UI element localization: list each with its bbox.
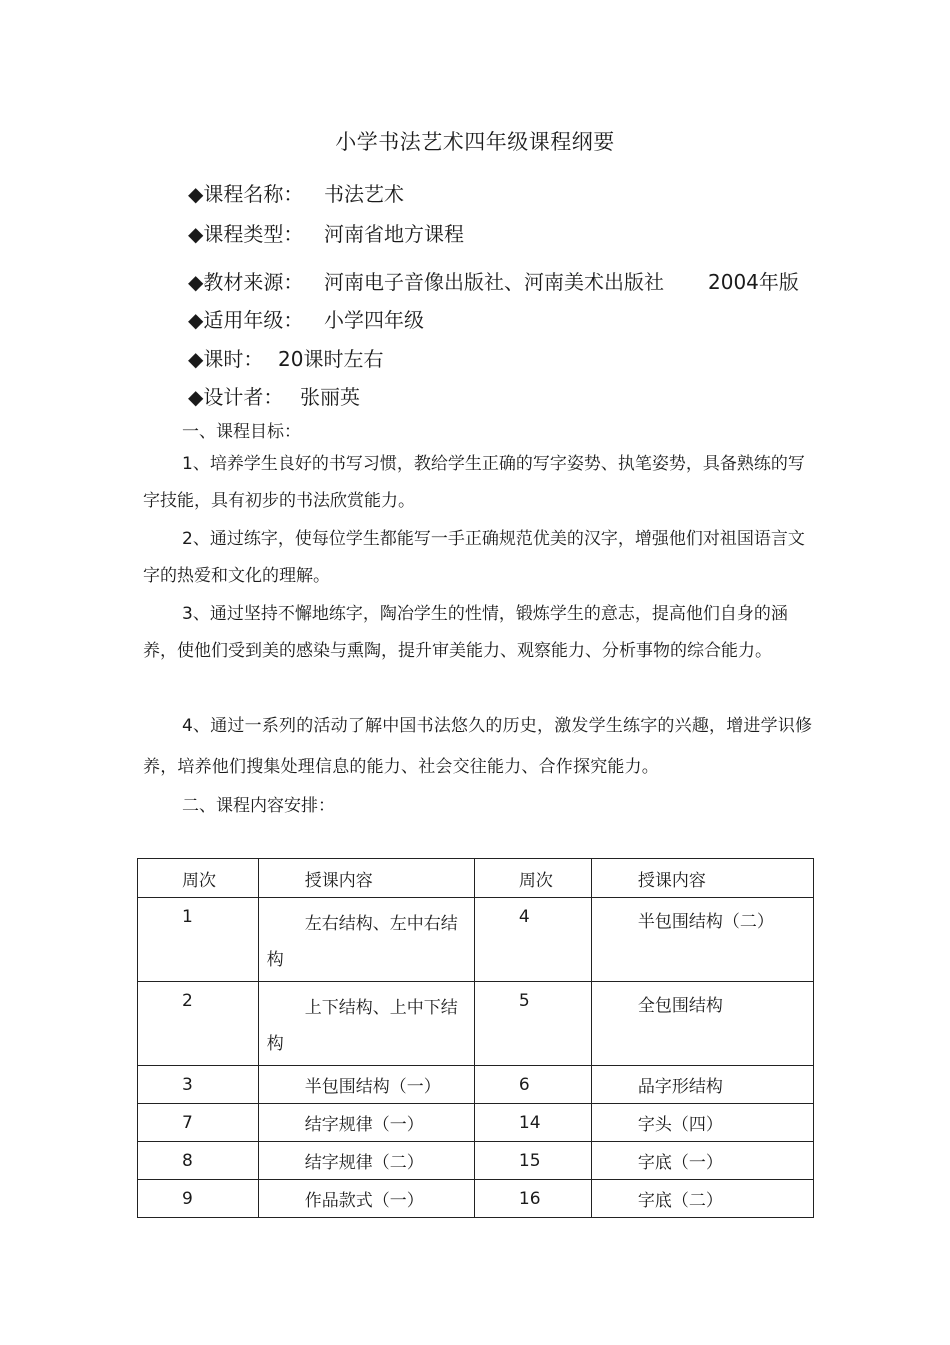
header-week: 周次 [474,859,591,898]
info-value: 河南省地方课程 [324,222,464,246]
info-label: ◆设计者： [188,385,284,409]
schedule-table [137,858,814,1218]
cell-content: 半包围结构（一） [258,1066,474,1104]
cell-week: 3 [138,1066,259,1104]
cell-week: 7 [138,1104,259,1142]
info-label: ◆课程类型： [188,222,304,246]
info-hours [188,343,384,372]
cell-week: 5 [474,982,591,1066]
info-course-type [188,218,464,247]
cell-week: 8 [138,1142,259,1180]
goal-paragraph-2: 2、通过练字，使每位学生都能写一手正确规范优美的汉字，增强他们对祖国语言文字的热爱和文化的理解。 [143,529,805,586]
cell-content: 字底（二） [591,1180,813,1218]
cell-content: 全包围结构 [591,982,813,1066]
info-label: ◆课程名称： [188,182,304,206]
info-label: ◆课时： [188,347,264,371]
cell-content [258,898,474,982]
header-week: 周次 [138,859,259,898]
info-value: 书法艺术 [324,182,404,206]
cell-week: 6 [474,1066,591,1104]
cell-content: 品字形结构 [591,1066,813,1104]
table-row [138,982,814,1066]
info-value: 小学四年级 [324,308,424,332]
goal-paragraph-3: 3、通过坚持不懈地练字，陶冶学生的性情，锻炼学生的意志，提高他们自身的涵养，使他们受到美的感染与熏陶，提升审美能力、观察能力、分析事物的综合能力。 [143,604,788,661]
cell-week: 4 [474,898,591,982]
cell-week: 14 [474,1104,591,1142]
cell-content: 字头（四） [591,1104,813,1142]
cell-content-line: 左右结构、左中右结 [304,914,458,934]
goal-paragraph-4: 4、通过一系列的活动了解中国书法悠久的历史，激发学生练字的兴趣，增进学识修养，培养他们搜集处理信息的能力、社会交往能力、合作探究能力。 [143,716,813,777]
cell-week: 9 [138,1180,259,1218]
info-grade [188,304,424,333]
info-value: 张丽英 [300,385,360,409]
cell-content: 作品款式（一） [258,1180,474,1218]
info-label: ◆教材来源： [188,270,304,294]
info-value: 河南电子音像出版社、河南美术出版社 [324,270,664,294]
cell-week: 15 [474,1142,591,1180]
table-row [138,1066,814,1104]
table-row [138,898,814,982]
document-title: 小学书法艺术四年级课程纲要 [335,130,615,154]
section-heading-content: 二、课程内容安排： [182,796,335,816]
header-content: 授课内容 [258,859,474,898]
info-edition: 2004年版 [708,270,799,294]
header-content: 授课内容 [591,859,813,898]
cell-week: 2 [138,982,259,1066]
cell-content: 字底（一） [591,1142,813,1180]
info-course-name [188,178,404,207]
cell-content-line: 构 [266,950,284,970]
table-row [138,1142,814,1180]
cell-content-line: 构 [266,1034,284,1054]
info-value: 20课时左右 [278,347,384,371]
cell-content: 结字规律（二） [258,1142,474,1180]
cell-week: 1 [138,898,259,982]
cell-content: 结字规律（一） [258,1104,474,1142]
cell-content-line: 上下结构、上中下结 [304,998,458,1018]
info-designer [188,381,360,410]
table-row [138,1104,814,1142]
cell-content: 半包围结构（二） [591,898,813,982]
table-row [138,1180,814,1218]
cell-week: 16 [474,1180,591,1218]
info-label: ◆适用年级： [188,308,304,332]
table-header-row [138,859,814,898]
info-textbook-source [188,266,799,295]
section-heading-goals: 一、课程目标： [182,422,301,442]
goal-paragraph-1: 1、培养学生良好的书写习惯，教给学生正确的写字姿势、执笔姿势，具备熟练的写字技能，具有初步的书法欣赏能力。 [143,454,805,511]
cell-content [258,982,474,1066]
